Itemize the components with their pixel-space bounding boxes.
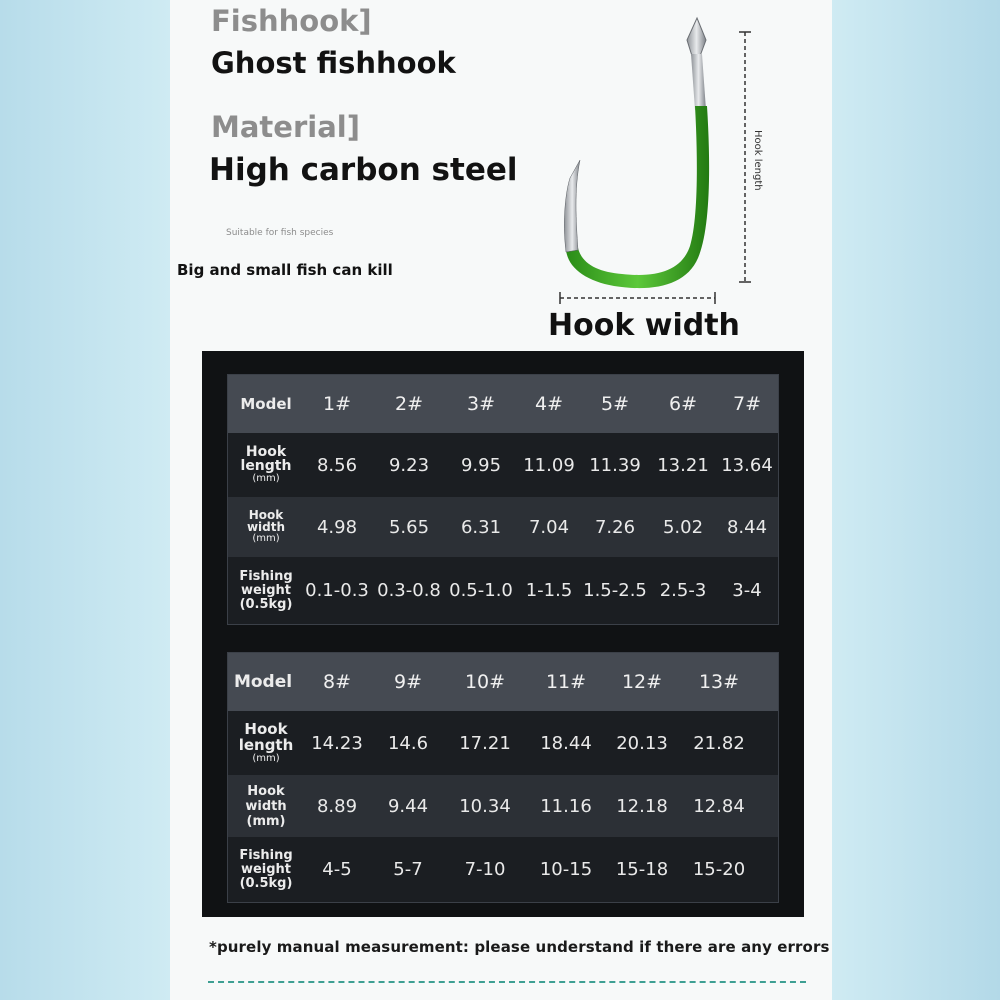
- measurement-note: *purely manual measurement: please understand if there are any errors: [209, 938, 830, 956]
- length-cell: 18.44: [540, 732, 592, 754]
- length-cell: 13.64: [721, 454, 773, 476]
- length-cell: 9.95: [460, 454, 502, 476]
- table-row: [228, 837, 778, 902]
- weight-cell: 4-5: [322, 859, 352, 880]
- length-cell: 14.6: [387, 732, 429, 754]
- length-cell: 8.56: [316, 454, 358, 476]
- hook-bend-icon: [566, 106, 709, 288]
- width-cell: 11.16: [540, 795, 592, 817]
- width-cell: 12.84: [693, 795, 745, 817]
- width-cell: 5.65: [388, 516, 430, 538]
- fishing-weight-label: Fishing weight (0.5kg): [239, 568, 293, 612]
- weight-cell: 3-4: [732, 580, 762, 601]
- model-cell: 7#: [732, 393, 761, 415]
- width-cell: 5.02: [662, 516, 704, 538]
- width-cell: 4.98: [316, 516, 358, 538]
- table-row: [228, 557, 778, 624]
- hook-width-label: Hook width (mm): [246, 508, 286, 544]
- model-cell: 11#: [545, 671, 587, 693]
- model-cell: 13#: [698, 671, 740, 693]
- weight-cell: 7-10: [464, 859, 506, 880]
- width-cell: 7.26: [594, 516, 636, 538]
- width-cell: 6.31: [460, 516, 502, 538]
- weight-cell: 0.5-1.0: [449, 580, 513, 601]
- weight-cell: 2.5-3: [659, 580, 707, 601]
- hook-length-label: Hook length (mm): [240, 444, 292, 484]
- width-cell: 7.04: [528, 516, 570, 538]
- background-right: [832, 0, 1000, 1000]
- length-cell: 9.23: [388, 454, 430, 476]
- weight-cell: 15-20: [692, 859, 746, 880]
- model-cell: 3#: [466, 393, 495, 415]
- model-cell: 4#: [534, 393, 563, 415]
- model-cell: 1#: [322, 393, 351, 415]
- width-cell: 9.44: [387, 795, 429, 817]
- hook-width-label: Hook width (mm): [245, 783, 287, 829]
- material-value: High carbon steel: [209, 152, 518, 188]
- weight-cell: 1-1.5: [525, 580, 573, 601]
- length-cell: 14.23: [311, 732, 363, 754]
- model-cell: 10#: [464, 671, 506, 693]
- hook-length-label: Hook length (mm): [238, 720, 294, 764]
- table-row: [228, 711, 778, 775]
- fishing-weight-label: Fishing weight (0.5kg): [239, 847, 293, 891]
- model-cell: 6#: [668, 393, 697, 415]
- model-cell: 5#: [600, 393, 629, 415]
- width-cell: 8.89: [316, 795, 358, 817]
- fishhook-value: Ghost fishhook: [211, 46, 456, 80]
- length-cell: 21.82: [693, 732, 745, 754]
- species-value: Big and small fish can kill: [177, 261, 393, 279]
- length-cell: 11.39: [589, 454, 641, 476]
- weight-cell: 5-7: [393, 859, 423, 880]
- model-cell: 8#: [322, 671, 351, 693]
- divider: [208, 981, 806, 983]
- species-label: Suitable for fish species: [226, 228, 334, 238]
- width-cell: 12.18: [616, 795, 668, 817]
- model-cell: 2#: [394, 393, 423, 415]
- length-cell: 11.09: [523, 454, 575, 476]
- model-cell: 9#: [393, 671, 422, 693]
- background-left: [0, 0, 170, 1000]
- length-cell: 13.21: [657, 454, 709, 476]
- spec-table-2: [227, 652, 779, 903]
- fishhook-diagram: [540, 10, 780, 310]
- hook-shank-icon: [691, 54, 706, 110]
- length-cell: 17.21: [459, 732, 511, 754]
- width-cell: 8.44: [726, 516, 768, 538]
- table-row: [228, 775, 778, 837]
- length-cell: 20.13: [616, 732, 668, 754]
- hook-eye-icon: [687, 18, 706, 56]
- weight-cell: 1.5-2.5: [583, 580, 647, 601]
- hook-width-caption: Hook width: [548, 308, 740, 343]
- fishhook-label: Fishhook]: [211, 4, 372, 38]
- model-cell: 12#: [621, 671, 663, 693]
- table-row: [228, 433, 778, 497]
- model-label: Model: [233, 672, 293, 692]
- hook-length-caption: Hook length: [752, 130, 763, 191]
- weight-cell: 0.3-0.8: [377, 580, 441, 601]
- table-row: [228, 375, 778, 433]
- table-row: [228, 653, 778, 711]
- model-label: Model: [240, 395, 292, 413]
- weight-cell: 0.1-0.3: [305, 580, 369, 601]
- hook-point-icon: [564, 160, 580, 252]
- weight-cell: 15-18: [615, 859, 669, 880]
- weight-cell: 10-15: [539, 859, 593, 880]
- width-cell: 10.34: [459, 795, 511, 817]
- material-label: Material]: [211, 110, 360, 144]
- table-row: [228, 497, 778, 557]
- spec-table-1: [227, 374, 779, 625]
